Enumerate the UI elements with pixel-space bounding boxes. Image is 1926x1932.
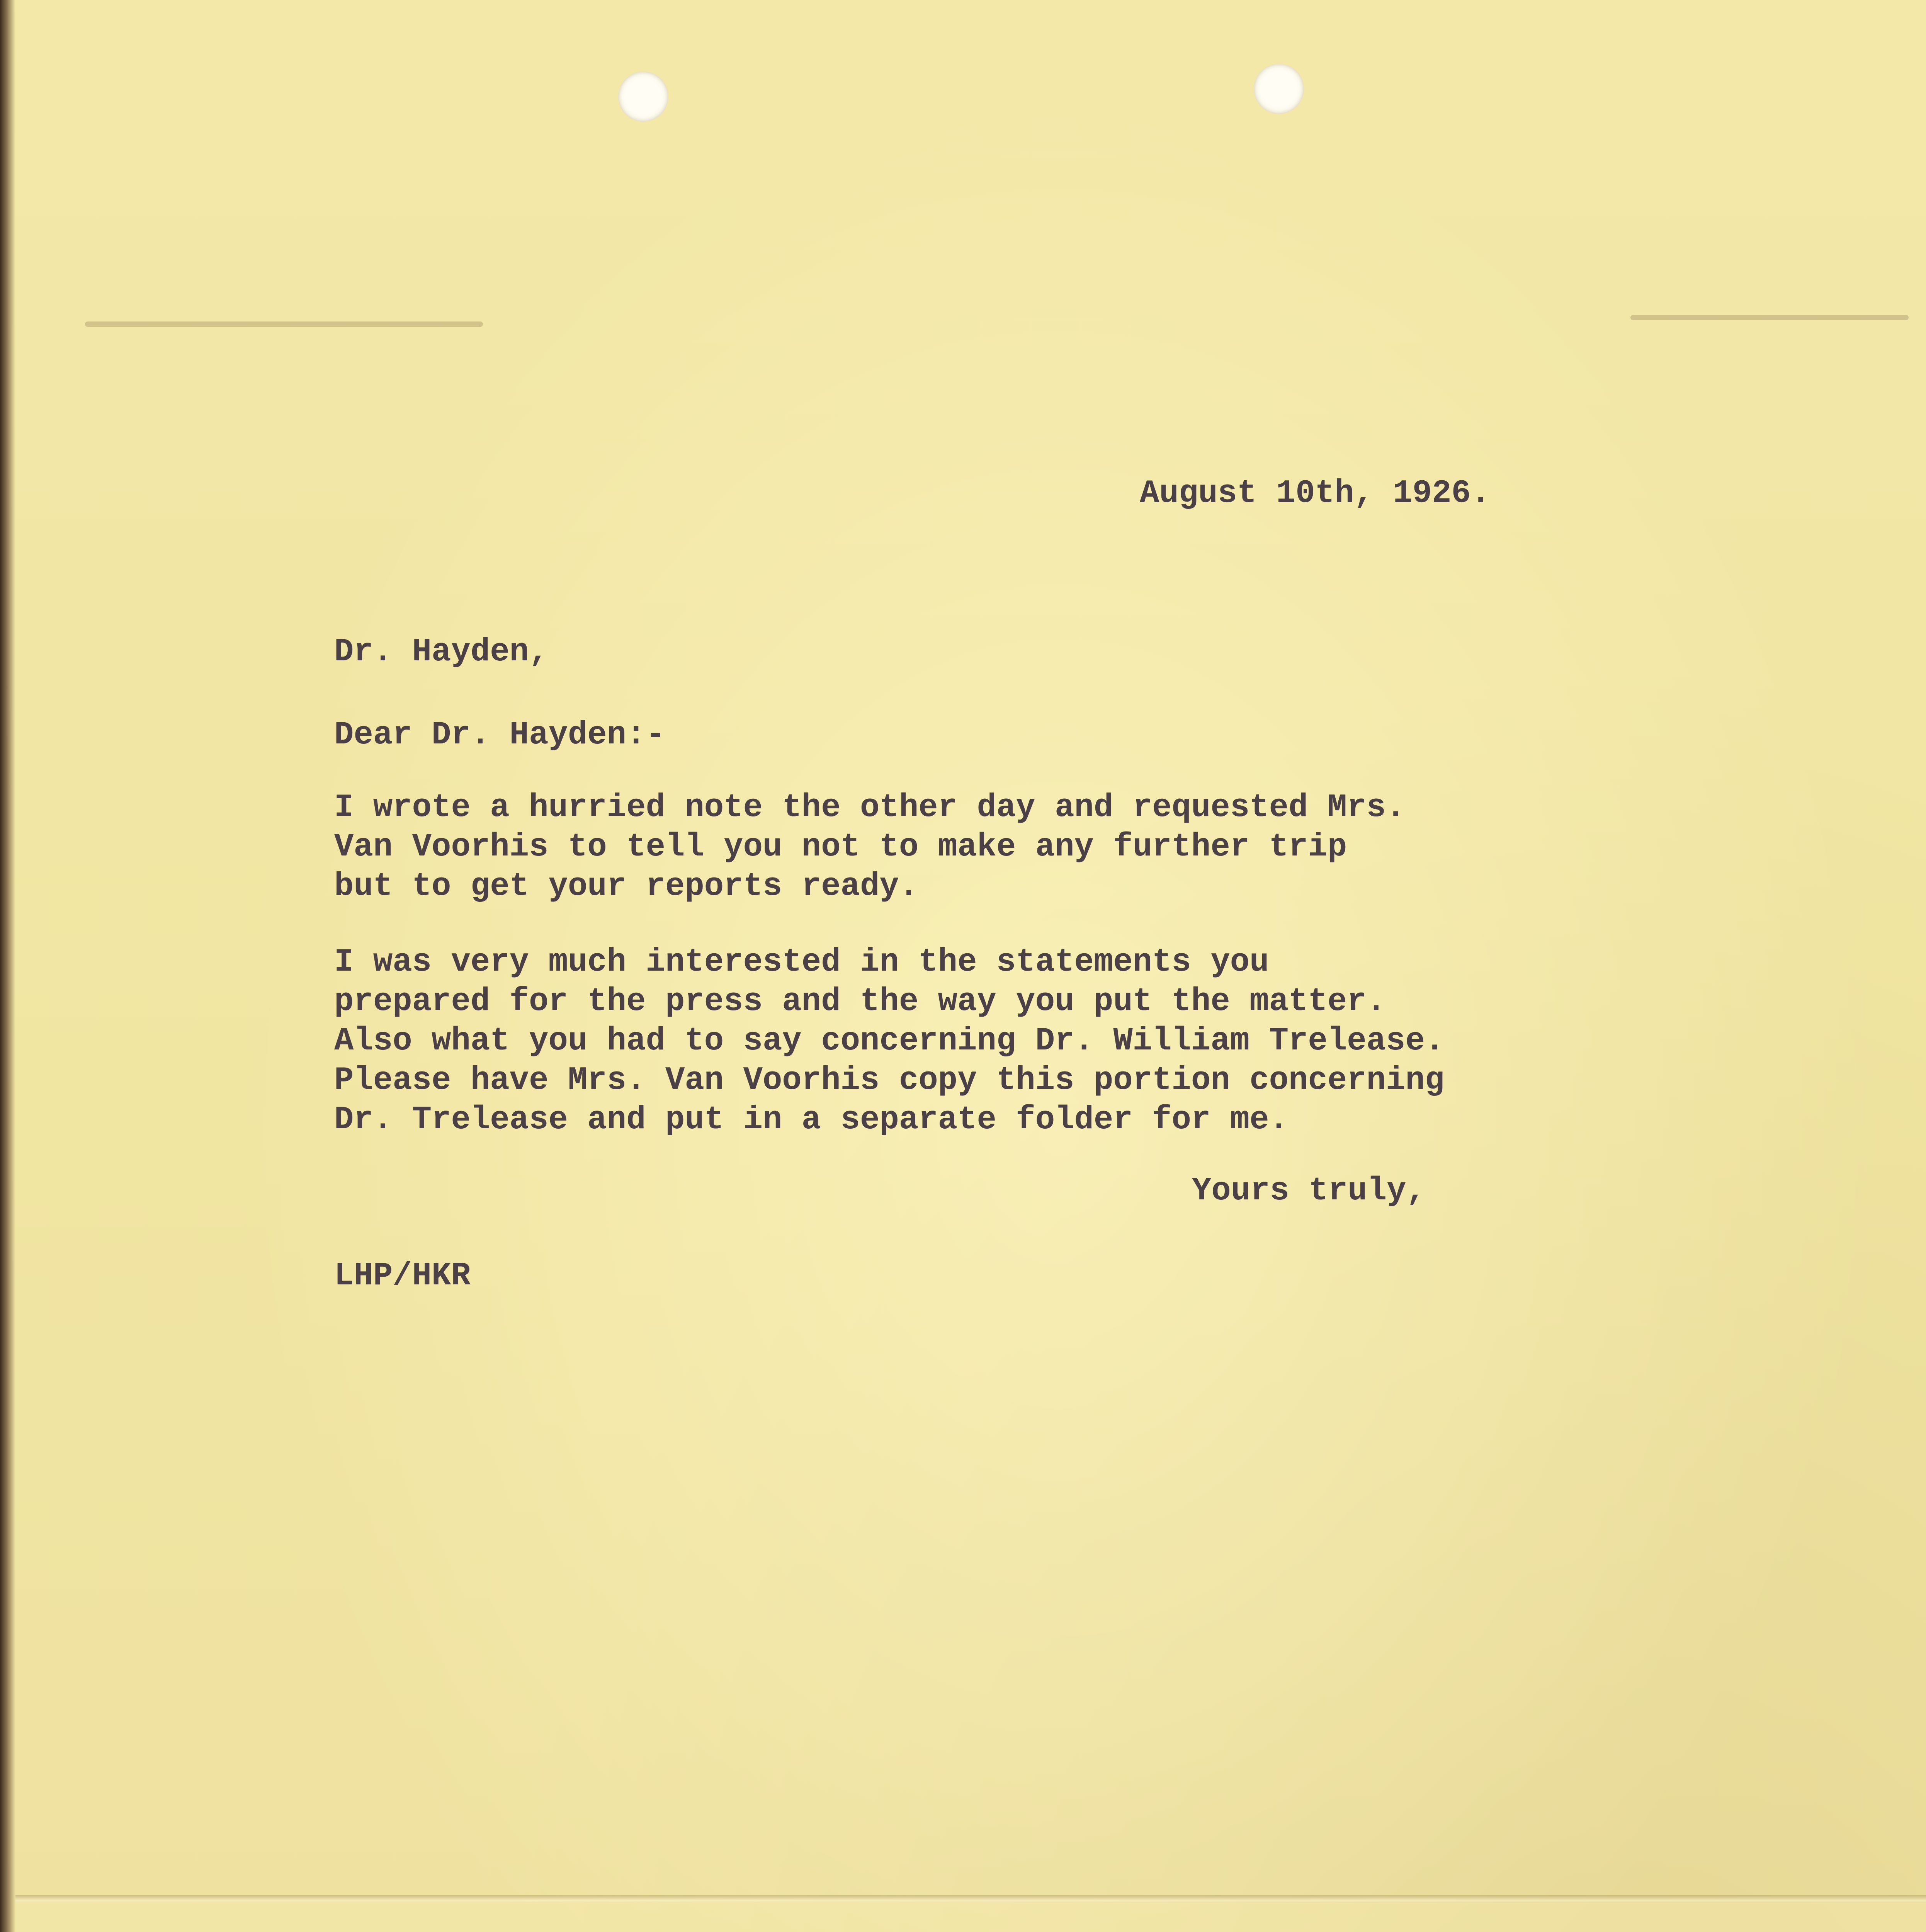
paragraph-line: Also what you had to say concerning Dr. William Trelease. [334, 1023, 1445, 1060]
paragraph-line: prepared for the press and the way you put the matter. [334, 983, 1386, 1020]
letter-recipient: Dr. Hayden, [334, 634, 549, 670]
paragraph-line: Please have Mrs. Van Voorhis copy this portion concerning [334, 1062, 1445, 1099]
punch-hole-right [1254, 64, 1304, 114]
letter-paragraph [334, 943, 1444, 1140]
paragraph-line: but to get your reports ready. [334, 868, 919, 905]
letter-date: August 10th, 1926. [1140, 475, 1491, 512]
letter-paragraph [334, 788, 1405, 906]
paper-lower-fold [15, 1903, 1926, 1932]
ink-smudge-left [85, 321, 483, 327]
paragraph-line: I was very much interested in the statements you [334, 944, 1269, 981]
reference-initials: LHP/HKR [334, 1258, 471, 1294]
paragraph-line: I wrote a hurried note the other day and requested Mrs. [334, 789, 1406, 826]
ink-smudge-right [1630, 315, 1909, 320]
letter-closing: Yours truly, [1192, 1173, 1426, 1209]
paragraph-line: Van Voorhis to tell you not to make any further trip [334, 829, 1347, 866]
paper-fold-line [15, 1895, 1926, 1904]
paper-left-edge [0, 0, 15, 1932]
paragraph-line: Dr. Trelease and put in a separate folder for me. [334, 1102, 1289, 1138]
letter-salutation: Dear Dr. Hayden:- [334, 717, 665, 753]
punch-hole-left [618, 71, 668, 122]
